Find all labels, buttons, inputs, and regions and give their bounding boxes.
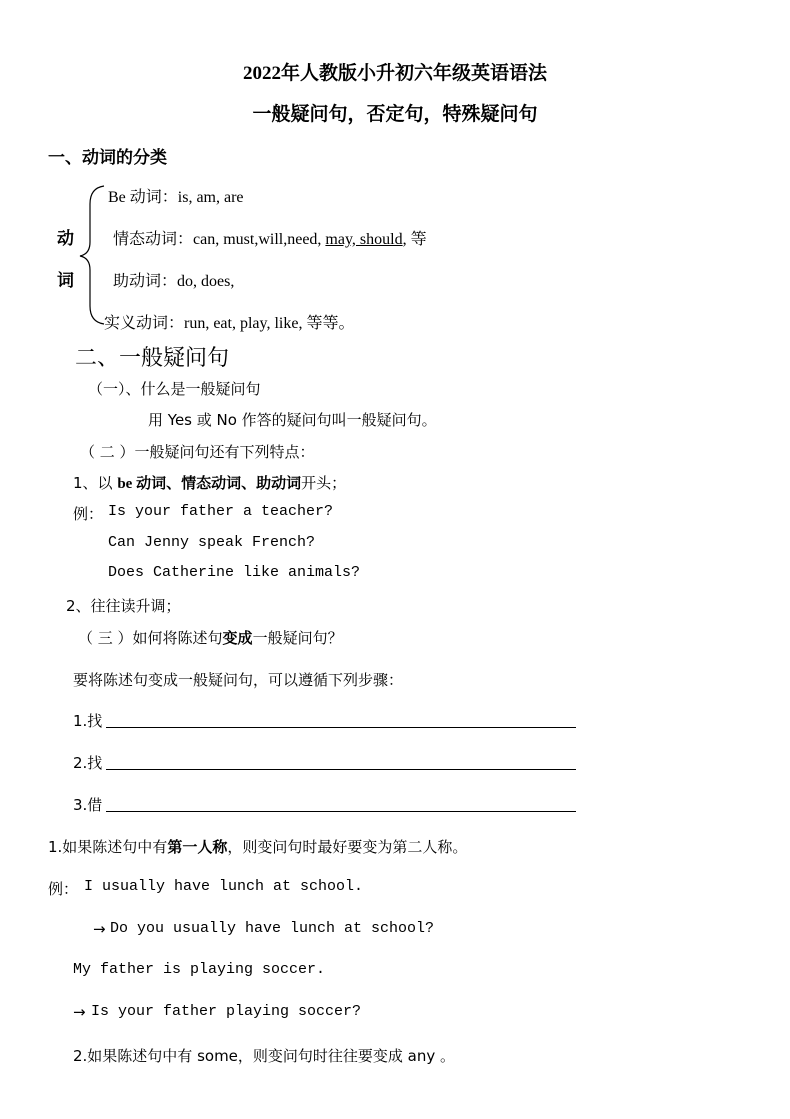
rule-1-example-sentence: I usually have lunch at school. [84,878,364,895]
rule-1-example-sentence-2: My father is playing soccer. [73,961,326,978]
example-sentence-2: Can Jenny speak French? [108,534,316,551]
left-brace-icon [76,184,110,326]
verb-type-lexical: 实义动词：run, eat, play, like, 等等。 [104,315,355,332]
side-label-2: 词 [57,271,74,290]
step-2-label: 2.找 [73,754,103,772]
verb-type-modal [113,226,427,249]
side-label-1: 动 [57,229,74,248]
example-sentence-3: Does Catherine like animals? [108,564,361,581]
rule-2: 2.如果陈述句中有 some，则变问句时往往要变成 any 。 [73,1047,456,1065]
subheading-how-to [78,627,343,648]
modal-underlined: may, should [325,231,403,248]
rule-1-example-question: Do you usually have lunch at school? [110,920,435,937]
document-title: 2022年人教版小升初六年级英语语法 [242,63,547,84]
how-to-bold: 变成 [222,629,253,647]
feature-point-1-suffix: 开头； [301,474,347,492]
step-1-blank-line [106,727,576,728]
subheading-features: （ 二 ）一般疑问句还有下列特点： [80,443,315,461]
rule-1-before: 1.如果陈述句中有 [48,838,168,856]
document-subtitle: 一般疑问句，否定句，特殊疑问句 [252,104,538,125]
how-to-before: （ 三 ）如何将陈述句 [78,629,223,647]
step-3-blank-line [106,811,576,812]
steps-intro: 要将陈述句变成一般疑问句，可以遵循下列步骤： [73,671,404,689]
rule-1-example-question-2: Is your father playing soccer? [91,1003,362,1020]
feature-point-2: 2、往往读升调； [66,597,181,615]
modal-suffix: , 等 [402,231,427,248]
how-to-after: 一般疑问句？ [252,629,343,647]
arrow-icon: → [93,920,106,938]
step-3-label: 3.借 [73,796,103,814]
example-label: 例： [73,505,104,523]
section-heading-verb-types: 一、动词的分类 [48,148,167,167]
rule-1-after: ，则变问句时最好要变为第二人称。 [227,838,468,856]
rule-1-bold: 第一人称 [167,838,228,856]
step-1-label: 1.找 [73,712,103,730]
rule-1-example-label: 例： [48,880,79,898]
feature-point-1 [73,472,346,493]
section-heading-yes-no-question: 二、一般疑问句 [75,346,230,371]
verb-type-be: Be 动词：is, am, are [108,189,244,206]
rule-1 [48,836,467,857]
arrow-icon-2: → [73,1003,86,1021]
feature-point-1-bold: be 动词、情态动词、助动词 [117,476,302,492]
verb-type-auxiliary: 助动词：do, does, [113,273,235,290]
step-2-blank-line [106,769,576,770]
feature-point-1-prefix: 1、以 [73,474,118,492]
subheading-what-is: （一）、什么是一般疑问句 [88,380,261,398]
example-sentence-1: Is your father a teacher? [108,503,334,520]
modal-text: 情态动词：can, must,will,need, [113,231,326,248]
definition-text: 用 Yes 或 No 作答的疑问句叫一般疑问句。 [148,411,437,429]
